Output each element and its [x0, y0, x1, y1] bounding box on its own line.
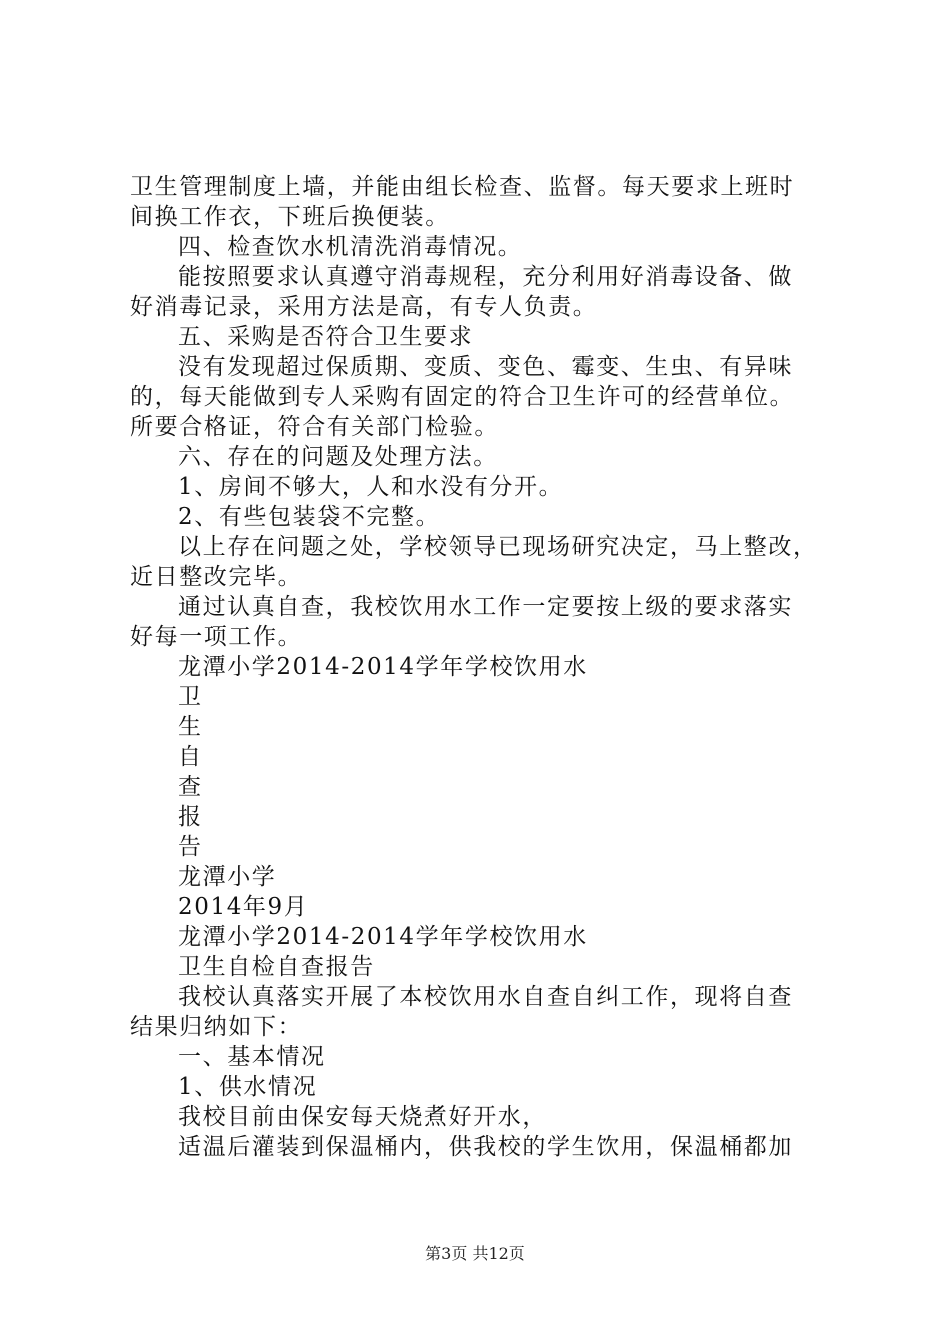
text-line: 告 [178, 834, 203, 860]
text-line: 六、存在的问题及处理方法。 [178, 444, 498, 470]
text-line: 四、检查饮水机清洗消毒情况。 [178, 234, 523, 260]
text-line: 好消毒记录，采用方法是高，有专人负责。 [130, 294, 598, 320]
text-line: 的，每天能做到专人采购有固定的符合卫生许可的经营单位。 [130, 384, 795, 410]
text-line: 五、采购是否符合卫生要求 [178, 324, 474, 350]
text-line: 2、有些包装袋不完整。 [178, 504, 441, 530]
text-line: 我校目前由保安每天烧煮好开水， [178, 1104, 547, 1130]
text-line: 生 [178, 714, 203, 740]
text-line: 以上存在问题之处，学校领导已现场研究决定，马上整改， [178, 534, 818, 560]
text-line: 没有发现超过保质期、变质、变色、霉变、生虫、有异味 [178, 354, 793, 380]
text-line: 间换工作衣，下班后换便装。 [130, 204, 450, 230]
text-line: 龙潭小学2014-2014学年学校饮用水 [178, 654, 588, 680]
text-line: 好每一项工作。 [130, 624, 303, 650]
text-line: 适温后灌装到保温桶内，供我校的学生饮用，保温桶都加 [178, 1134, 793, 1160]
text-line: 自 [178, 744, 203, 770]
text-line: 2014年9月 [178, 894, 309, 920]
text-line: 近日整改完毕。 [130, 564, 303, 590]
text-line: 卫生自检自查报告 [178, 954, 375, 980]
text-line: 查 [178, 774, 203, 800]
text-line: 龙潭小学2014-2014学年学校饮用水 [178, 924, 588, 950]
page-footer: 第3页 共12页 [425, 1244, 525, 1263]
text-line: 通过认真自查，我校饮用水工作一定要按上级的要求落实 [178, 594, 793, 620]
document-body [130, 172, 830, 1162]
text-line: 报 [178, 804, 203, 830]
text-line: 所要合格证，符合有关部门检验。 [130, 414, 499, 440]
text-line: 1、房间不够大，人和水没有分开。 [178, 474, 564, 500]
text-line: 结果归纳如下： [130, 1014, 303, 1040]
text-line: 1、供水情况 [178, 1074, 318, 1100]
text-line: 能按照要求认真遵守消毒规程，充分利用好消毒设备、做 [178, 264, 793, 290]
text-line: 卫生管理制度上墙，并能由组长检查、监督。每天要求上班时 [130, 174, 795, 200]
text-line: 卫 [178, 684, 203, 710]
text-line: 我校认真落实开展了本校饮用水自查自纠工作，现将自查 [178, 984, 793, 1010]
text-line: 龙潭小学 [178, 864, 277, 890]
text-line: 一、基本情况 [178, 1044, 326, 1070]
